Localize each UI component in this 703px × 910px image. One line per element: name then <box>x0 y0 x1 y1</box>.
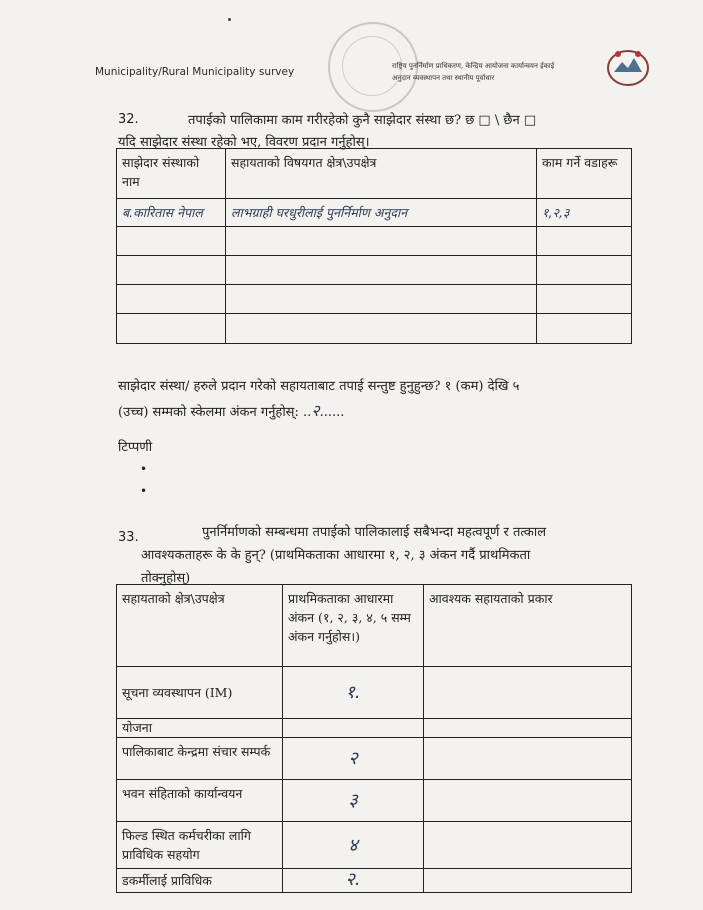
table-row <box>117 256 632 285</box>
wards-cell[interactable]: १,२,३ <box>537 199 632 227</box>
area-cell: पालिकाबाट केन्द्रमा संचार सम्पर्क <box>117 738 283 780</box>
partner-table-header <box>117 149 632 199</box>
assistance-type-cell[interactable] <box>424 719 632 738</box>
partner-name-cell[interactable] <box>117 314 226 344</box>
area-cell: सूचना व्यवस्थापन (IM) <box>117 667 283 719</box>
header-partner-name: साझेदार संस्थाको नाम <box>117 149 226 199</box>
survey-title: Municipality/Rural Municipality survey <box>95 66 295 78</box>
table-row <box>117 719 632 738</box>
area-cell: योजना <box>117 719 283 738</box>
header-priority-rank: प्राथमिकताका आधारमा अंकन (१, २, ३, ४, ५ सम्म अंकन गर्नुहोस।) <box>283 585 424 667</box>
table-row <box>117 822 632 869</box>
assistance-area-cell[interactable] <box>226 256 537 285</box>
area-cell: डकर्मीलाई प्राविधिक <box>117 869 283 893</box>
area-cell: भवन संहिताको कार्यान्वयन <box>117 780 283 822</box>
assistance-type-cell[interactable] <box>424 869 632 893</box>
priority-table-header <box>117 585 632 667</box>
q32-number: 32. <box>118 112 139 127</box>
table-row <box>117 869 632 893</box>
rank-cell[interactable]: २ <box>283 738 424 780</box>
remarks-bullet: • <box>140 462 148 476</box>
header-area: सहायताको क्षेत्र\उपक्षेत्र <box>117 585 283 667</box>
table-row <box>117 285 632 314</box>
authority-header <box>392 60 610 84</box>
partner-table <box>116 148 632 344</box>
authority-unit: अनुदान व्यवस्थापन तथा स्थानीय पूर्वाधार <box>392 74 495 82</box>
table-row <box>117 780 632 822</box>
wards-cell[interactable] <box>537 314 632 344</box>
satisfaction-prefix: (उच्च) सम्मको स्केलमा अंकन गर्नुहोस्: .. <box>118 405 312 420</box>
assistance-area-cell[interactable] <box>226 285 537 314</box>
assistance-area-cell[interactable] <box>226 314 537 344</box>
rank-cell[interactable]: १. <box>283 667 424 719</box>
nepal-emblem-icon <box>604 44 652 90</box>
header-wards: काम गर्ने वडाहरू <box>537 149 632 199</box>
table-row <box>117 738 632 780</box>
q33-question-line3: तोक्नुहोस्) <box>141 571 191 586</box>
authority-name: राष्ट्रिय पुनर्निर्माण प्राधिकरण, केन्द्रिय आयोजना कार्यान्वयन ईकाई <box>392 62 555 70</box>
wards-cell[interactable] <box>537 256 632 285</box>
rank-cell[interactable]: ४ <box>283 822 424 869</box>
assistance-type-cell[interactable] <box>424 780 632 822</box>
q33-question-line2: आवश्यकताहरू के के हुन्? (प्राथमिकताका आधारमा १, २, ३ अंकन गर्दै प्राथमिकता <box>141 548 531 563</box>
table-row <box>117 314 632 344</box>
q33-number: 33. <box>118 530 139 545</box>
priority-table <box>116 584 632 893</box>
rank-cell[interactable] <box>283 719 424 738</box>
partner-name-cell[interactable] <box>117 256 226 285</box>
table-row <box>117 667 632 719</box>
wards-cell[interactable] <box>537 285 632 314</box>
wards-cell[interactable] <box>537 227 632 256</box>
satisfaction-scale-line <box>118 399 344 421</box>
assistance-area-cell[interactable] <box>226 227 537 256</box>
assistance-area-cell[interactable]: लाभग्राही घरधुरीलाई पुनर्निर्माण अनुदान <box>226 199 537 227</box>
q32-instruction: यदि साझेदार संस्था रहेको भए, विवरण प्रदान गर्नुहोस्। <box>118 135 370 150</box>
table-row <box>117 227 632 256</box>
satisfaction-question: साझेदार संस्था/ हरुले प्रदान गरेको सहायताबाट तपाई सन्तुष्ट हुनुहुन्छ? १ (कम) देखि ५ <box>118 379 520 394</box>
page-mark <box>228 18 231 21</box>
assistance-type-cell[interactable] <box>424 667 632 719</box>
assistance-type-cell[interactable] <box>424 822 632 869</box>
remarks-label: टिप्पणी <box>118 440 153 455</box>
satisfaction-suffix: ...... <box>319 405 345 420</box>
partner-name-cell[interactable] <box>117 285 226 314</box>
partner-name-cell[interactable]: ब.कारितास नेपाल <box>117 199 226 227</box>
q33-question-line1: पुनर्निर्माणको सम्बन्धमा तपाईको पालिकालाई सबैभन्दा महत्वपूर्ण र तत्काल <box>202 525 547 540</box>
remarks-bullet: • <box>140 484 148 498</box>
assistance-type-cell[interactable] <box>424 738 632 780</box>
area-cell: फिल्ड स्थित कर्मचरीका लागि प्राविधिक सहयोग <box>117 822 283 869</box>
rank-cell[interactable]: २. <box>283 869 424 893</box>
table-row <box>117 199 632 227</box>
header-assistance-area: सहायताको विषयगत क्षेत्र\उपक्षेत्र <box>226 149 537 199</box>
partner-name-cell[interactable] <box>117 227 226 256</box>
rank-cell[interactable]: ३ <box>283 780 424 822</box>
satisfaction-answer[interactable]: २ <box>311 401 320 420</box>
q32-question: तपाईको पालिकामा काम गरीरहेको कुनै साझेदार संस्था छ? छ □ \ छैन □ <box>188 113 537 128</box>
header-assistance-type: आवश्यक सहायताको प्रकार <box>424 585 632 667</box>
